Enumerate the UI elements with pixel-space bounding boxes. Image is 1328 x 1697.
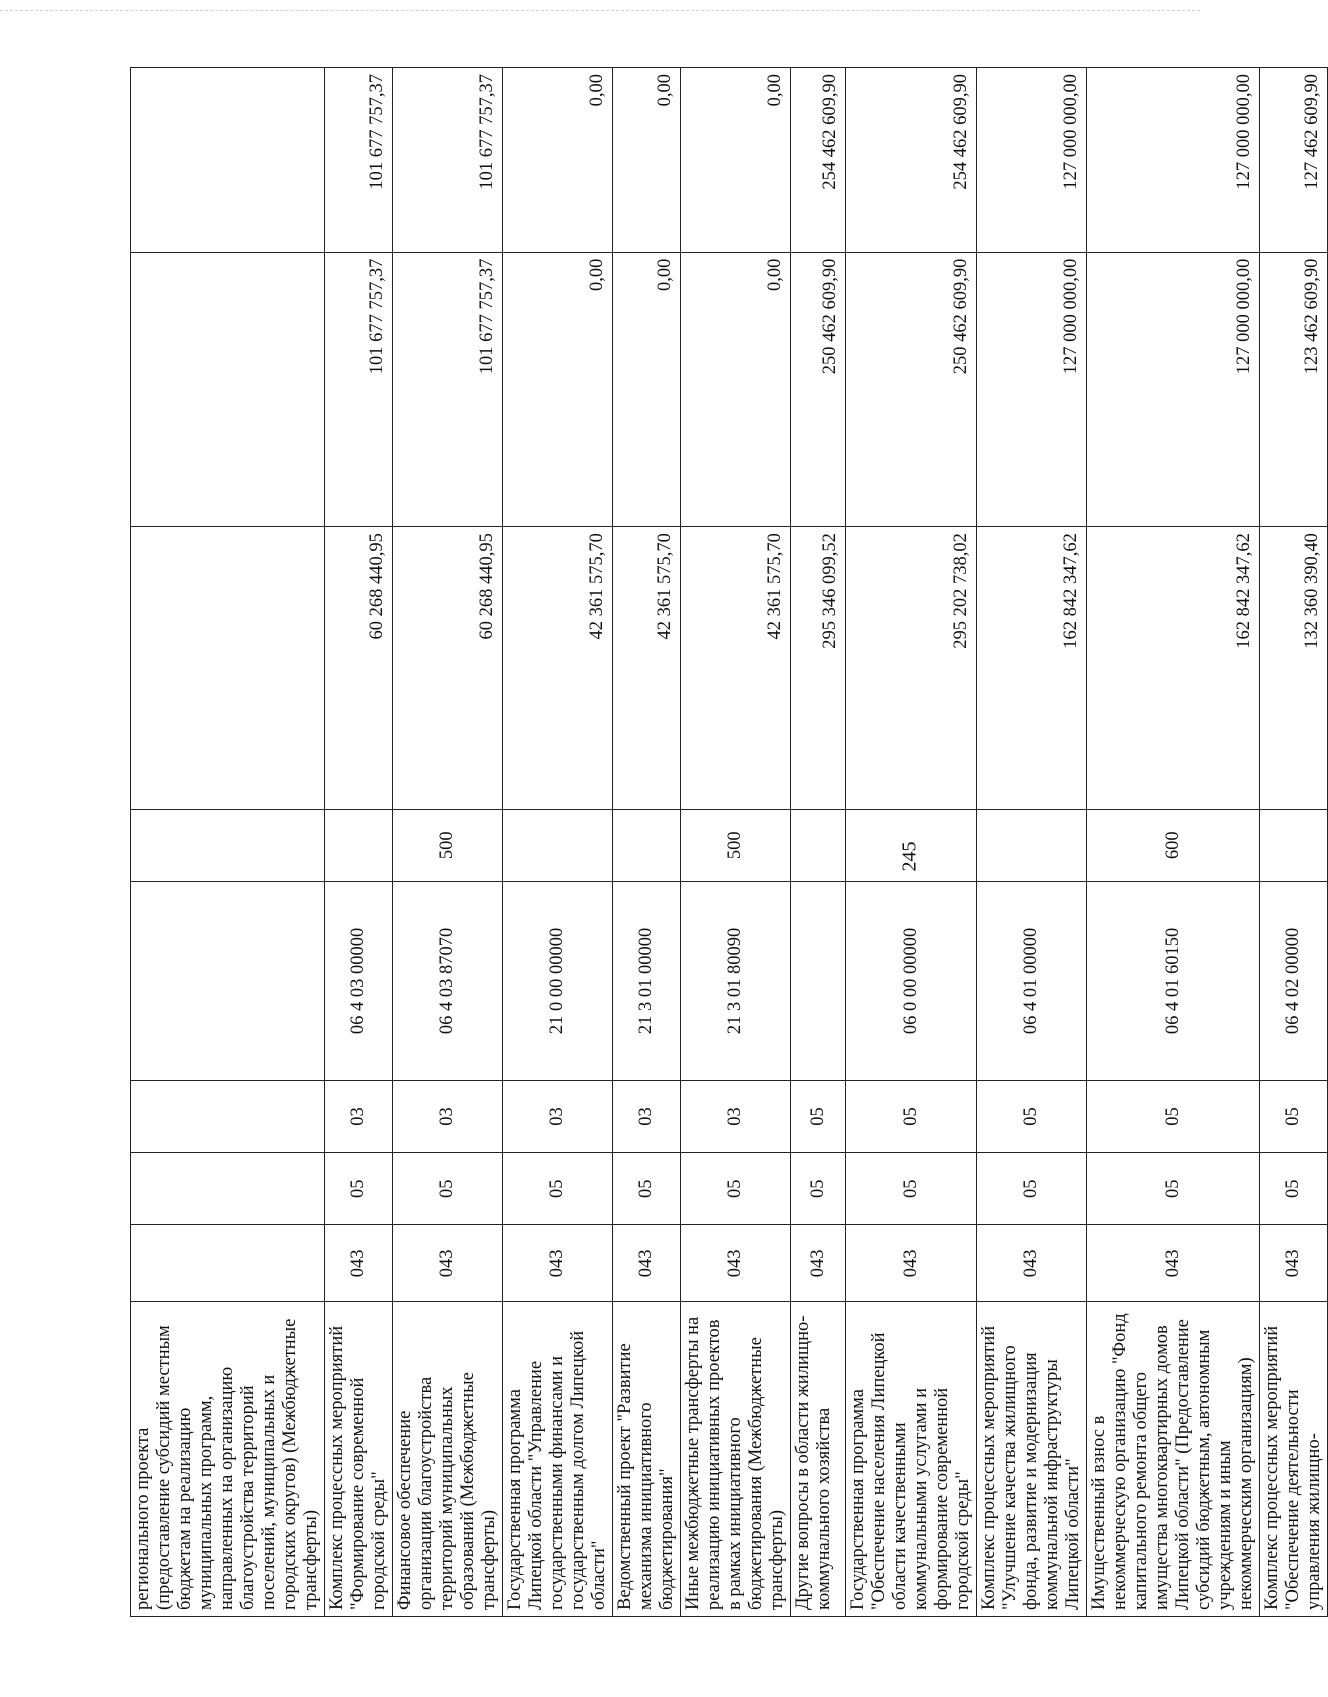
subsection-code: 05 [977,1080,1087,1152]
admin-code: 043 [846,1225,977,1302]
target-article: 21 3 01 00000 [613,881,681,1080]
table-row [681,68,791,1617]
section-code: 05 [846,1153,977,1225]
row-name: Комплекс процессных мероприятий "Формирование современной городской среды" [325,1302,393,1617]
row-name: Комплекс процессных мероприятий "Улучшение качества жилищного фонда, развитие и модернизация коммунальной инфраструктуры Липецкой области" [977,1302,1087,1617]
page-number: 245 [898,841,921,872]
amount-year-2 [131,252,325,526]
amount-year-2: 123 462 609,90 [1260,252,1328,526]
amount-year-3 [131,68,325,253]
admin-code: 043 [681,1225,791,1302]
amount-year-3: 0,00 [681,68,791,253]
amount-year-2: 101 677 757,37 [325,252,393,526]
table-row [393,68,503,1617]
admin-code: 043 [503,1225,613,1302]
row-name: Финансовое обеспечение организации благоустройства территорий муниципальных образований (Межбюджетные трансферты) [393,1302,503,1617]
expense-type [791,809,846,881]
section-code: 05 [613,1153,681,1225]
amount-year-2: 0,00 [681,252,791,526]
section-code [131,1153,325,1225]
row-name: Иные межбюджетные трансферты на реализацию инициативных проектов в рамках инициативного бюджетирования (Межбюджетные трансферты) [681,1302,791,1617]
section-code: 05 [325,1153,393,1225]
target-article: 06 4 03 87070 [393,881,503,1080]
table-body [131,68,1328,1617]
row-name: Государственная программа "Обеспечение населения Липецкой области качественными коммунальными услугами и формирование современной городской среды" [846,1302,977,1617]
amount-year-1: 42 361 575,70 [613,527,681,810]
target-article: 06 4 01 00000 [977,881,1087,1080]
amount-year-3: 254 462 609,90 [846,68,977,253]
subsection-code [131,1080,325,1152]
target-article [791,881,846,1080]
section-code: 05 [681,1153,791,1225]
expense-type [1260,809,1328,881]
amount-year-3: 127 000 000,00 [1087,68,1260,253]
target-article: 06 4 03 00000 [325,881,393,1080]
section-code: 05 [503,1153,613,1225]
table-row [1087,68,1260,1617]
admin-code: 043 [791,1225,846,1302]
row-name: Государственная программа Липецкой области "Управление государственными финансами и государственным долгом Липецкой области" [503,1302,613,1617]
amount-year-3: 101 677 757,37 [393,68,503,253]
target-article: 06 4 01 60150 [1087,881,1260,1080]
amount-year-1: 162 842 347,62 [1087,527,1260,810]
admin-code [131,1225,325,1302]
amount-year-1: 60 268 440,95 [325,527,393,810]
amount-year-2: 250 462 609,90 [846,252,977,526]
amount-year-3: 101 677 757,37 [325,68,393,253]
table-row [846,68,977,1617]
target-article: 21 3 01 80090 [681,881,791,1080]
budget-table-rotated [130,67,1324,1617]
table-row [1260,68,1328,1617]
expense-type [131,809,325,881]
admin-code: 043 [977,1225,1087,1302]
amount-year-1: 60 268 440,95 [393,527,503,810]
target-article: 06 4 02 00000 [1260,881,1328,1080]
table-row [131,68,325,1617]
table-row [325,68,393,1617]
admin-code: 043 [1087,1225,1260,1302]
admin-code: 043 [325,1225,393,1302]
target-article: 21 0 00 00000 [503,881,613,1080]
subsection-code: 05 [846,1080,977,1152]
admin-code: 043 [1260,1225,1328,1302]
section-code: 05 [791,1153,846,1225]
row-name: регионального проекта (предоставление субсидий местным бюджетам на реализацию муниципальных программ, направленных на организацию благоустройства территорий поселений, муниципальных и городских округов) (Межбюджетные трансферты) [131,1302,325,1617]
section-code: 05 [1087,1153,1260,1225]
expense-type [503,809,613,881]
expense-type [846,809,977,881]
expense-type: 500 [681,809,791,881]
table-row [791,68,846,1617]
amount-year-3: 127 462 609,90 [1260,68,1328,253]
section-code: 05 [977,1153,1087,1225]
expense-type [977,809,1087,881]
amount-year-1 [131,527,325,810]
admin-code: 043 [613,1225,681,1302]
table-row [503,68,613,1617]
amount-year-2: 250 462 609,90 [791,252,846,526]
subsection-code: 03 [325,1080,393,1152]
row-name: Ведомственный проект "Развитие механизма инициативного бюджетирования" [613,1302,681,1617]
row-name: Имущественный взнос в некоммерческую организацию "Фонд капитального ремонта общего имущества многоквартирных домов Липецкой области" (Предоставление субсидий бюджетным, автономным учреждениям и иным некоммерческим организациям) [1087,1302,1260,1617]
amount-year-2: 0,00 [503,252,613,526]
section-code: 05 [1260,1153,1328,1225]
row-name: Комплекс процессных мероприятий "Обеспечение деятельности управления жилищно- [1260,1302,1328,1617]
subsection-code: 05 [1087,1080,1260,1152]
expense-type: 600 [1087,809,1260,881]
amount-year-2: 101 677 757,37 [393,252,503,526]
subsection-code: 05 [1260,1080,1328,1152]
budget-table [130,67,1328,1617]
subsection-code: 03 [681,1080,791,1152]
amount-year-1: 162 842 347,62 [977,527,1087,810]
table-row [977,68,1087,1617]
amount-year-2: 127 000 000,00 [1087,252,1260,526]
subsection-code: 03 [613,1080,681,1152]
target-article [131,881,325,1080]
amount-year-3: 127 000 000,00 [977,68,1087,253]
row-name: Другие вопросы в области жилищно-коммунального хозяйства [791,1302,846,1617]
amount-year-1: 132 360 390,40 [1260,527,1328,810]
amount-year-3: 254 462 609,90 [791,68,846,253]
expense-type [325,809,393,881]
amount-year-2: 0,00 [613,252,681,526]
target-article: 06 0 00 00000 [846,881,977,1080]
section-code: 05 [393,1153,503,1225]
subsection-code: 03 [393,1080,503,1152]
amount-year-3: 0,00 [503,68,613,253]
admin-code: 043 [393,1225,503,1302]
amount-year-1: 42 361 575,70 [681,527,791,810]
amount-year-1: 42 361 575,70 [503,527,613,810]
amount-year-2: 127 000 000,00 [977,252,1087,526]
amount-year-3: 0,00 [613,68,681,253]
subsection-code: 03 [503,1080,613,1152]
amount-year-1: 295 346 099,52 [791,527,846,810]
expense-type: 500 [393,809,503,881]
subsection-code: 05 [791,1080,846,1152]
expense-type [613,809,681,881]
scan-edge [0,10,1200,11]
amount-year-1: 295 202 738,02 [846,527,977,810]
table-row [613,68,681,1617]
